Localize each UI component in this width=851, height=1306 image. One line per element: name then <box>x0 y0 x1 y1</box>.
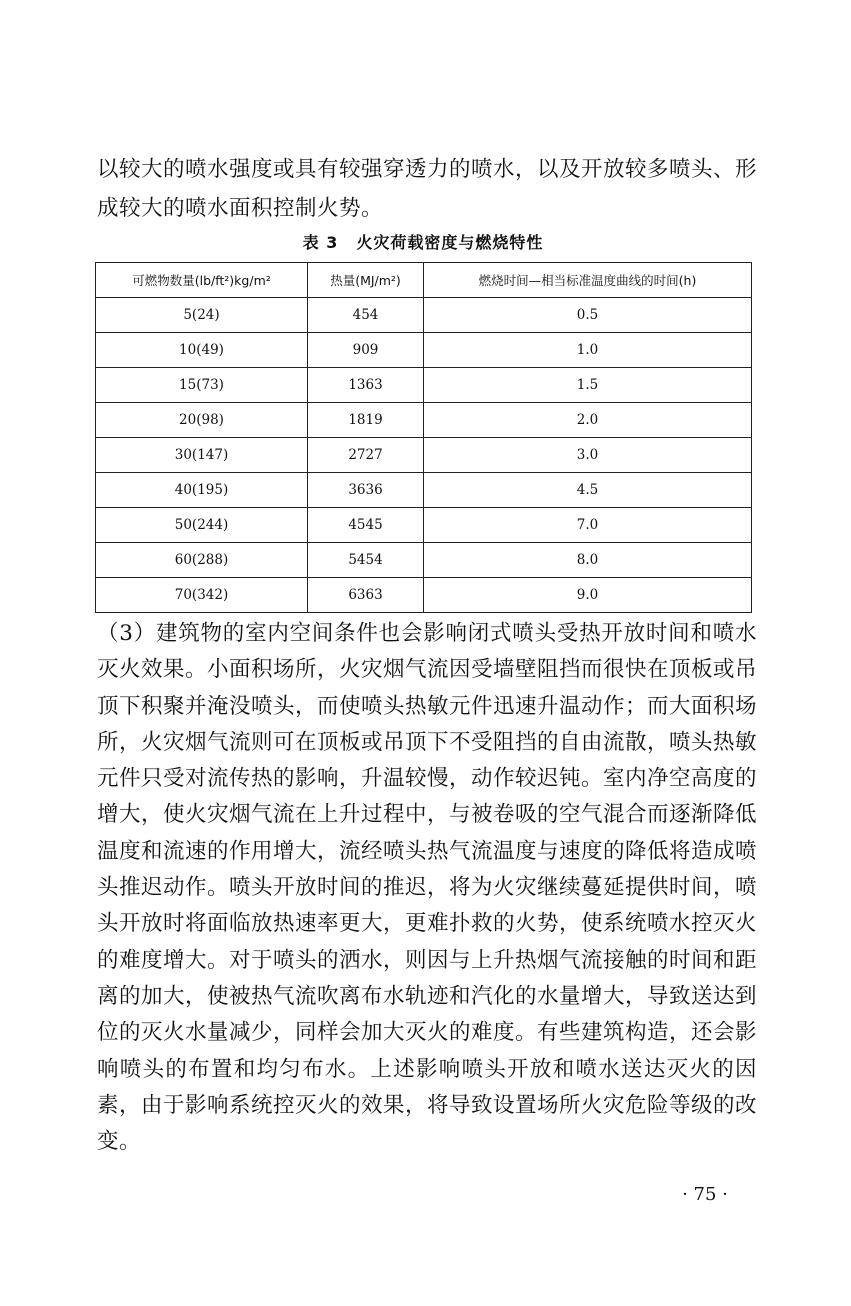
header-heat: 热量(MJ/m²) <box>308 263 424 298</box>
cell-quantity: 50(244) <box>96 508 308 543</box>
cell-heat: 454 <box>308 298 424 333</box>
table-caption-title: 火灾荷载密度与燃烧特性 <box>356 233 544 252</box>
table-row <box>96 333 752 368</box>
cell-heat: 5454 <box>308 543 424 578</box>
cell-time: 1.5 <box>424 368 752 403</box>
table-caption-number: 表 3 <box>302 233 339 252</box>
cell-time: 8.0 <box>424 543 752 578</box>
body-paragraph: （3）建筑物的室内空间条件也会影响闭式喷头受热开放时间和喷水灭火效果。小面积场所，火灾烟气流因受墙壁阻挡而很快在顶板或吊顶下积聚并淹没喷头，而使喷头热敏元件迅速升温动作；而大面积场所，火灾烟气流则可在顶板或吊顶下不受阻挡的自由流散，喷头热敏元件只受对流传热的影响，升温较慢，动作较迟钝。室内净空高度的增大，使火灾烟气流在上升过程中，与被卷吸的空气混合而逐渐降低温度和流速的作用增大，流经喷头热气流温度与速度的降低将造成喷头推迟动作。喷头开放时间的推迟，将为火灾继续蔓延提供时间，喷头开放时将面临放热速率更大，更难扑救的火势，使系统喷水控灭火的难度增大。对于喷头的洒水，则因与上升热烟气流接触的时间和距离的加大，使被热气流吹离布水轨迹和汽化的水量增大，导致送达到位的灭火水量减少，同样会加大灭火的难度。有些建筑构造，还会影响喷头的布置和均匀布水。上述影响喷头开放和喷水送达灭火的因素，由于影响系统控灭火的效果，将导致设置场所火灾危险等级的改变。 <box>97 621 758 1155</box>
cell-time: 1.0 <box>424 333 752 368</box>
page-number: · 75 · <box>682 1184 728 1205</box>
cell-heat: 909 <box>308 333 424 368</box>
cell-quantity: 40(195) <box>96 473 308 508</box>
header-burn-time: 燃烧时间—相当标准温度曲线的时间(h) <box>424 263 752 298</box>
cell-quantity: 70(342) <box>96 578 308 613</box>
intro-paragraph: 以较大的喷水强度或具有较强穿透力的喷水，以及开放较多喷头、形成较大的喷水面积控制火势。 <box>97 157 758 221</box>
table-caption <box>95 230 751 253</box>
cell-heat: 6363 <box>308 578 424 613</box>
table-row <box>96 403 752 438</box>
table-row <box>96 368 752 403</box>
cell-heat: 4545 <box>308 508 424 543</box>
fire-load-table <box>95 262 752 613</box>
cell-time: 3.0 <box>424 438 752 473</box>
cell-quantity: 5(24) <box>96 298 308 333</box>
cell-time: 2.0 <box>424 403 752 438</box>
cell-quantity: 10(49) <box>96 333 308 368</box>
cell-time: 0.5 <box>424 298 752 333</box>
table-row <box>96 473 752 508</box>
cell-quantity: 20(98) <box>96 403 308 438</box>
table-row <box>96 508 752 543</box>
cell-heat: 3636 <box>308 473 424 508</box>
table-row <box>96 298 752 333</box>
cell-time: 7.0 <box>424 508 752 543</box>
cell-quantity: 15(73) <box>96 368 308 403</box>
header-combustible-quantity: 可燃物数量(lb/ft²)kg/m² <box>96 263 308 298</box>
cell-heat: 2727 <box>308 438 424 473</box>
cell-heat: 1363 <box>308 368 424 403</box>
cell-heat: 1819 <box>308 403 424 438</box>
table-row <box>96 578 752 613</box>
table-row <box>96 438 752 473</box>
table-row <box>96 543 752 578</box>
cell-time: 4.5 <box>424 473 752 508</box>
cell-time: 9.0 <box>424 578 752 613</box>
table-header-row <box>96 263 752 298</box>
cell-quantity: 60(288) <box>96 543 308 578</box>
cell-quantity: 30(147) <box>96 438 308 473</box>
